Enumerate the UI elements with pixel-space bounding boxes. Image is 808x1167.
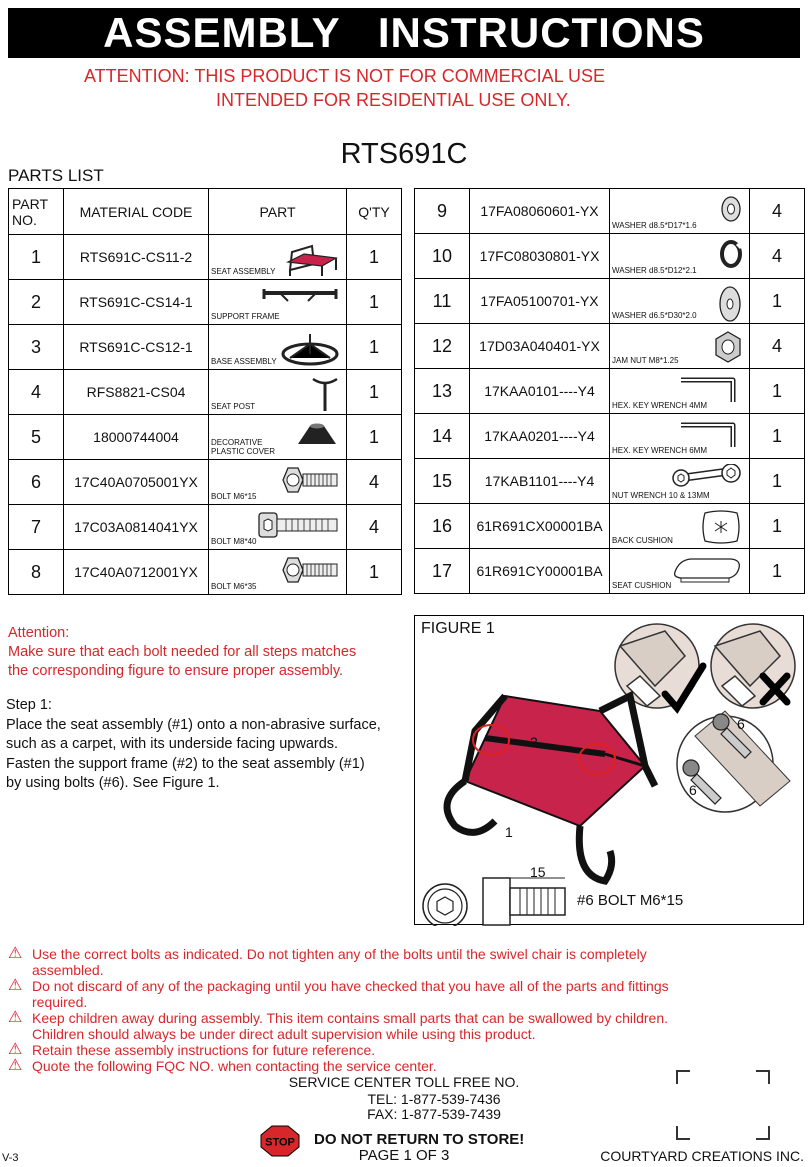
attention-line-2: INTENDED FOR RESIDENTIAL USE ONLY.	[216, 90, 571, 110]
warning-line: Use the correct bolts as indicated. Do not tighten any of the bolts until the swivel chair is completely	[32, 946, 647, 962]
part-name: SEAT ASSEMBLY	[211, 267, 276, 277]
fqc-corner	[756, 1126, 770, 1140]
attention-heading: Attention:	[8, 625, 70, 641]
part-qty: 1	[347, 280, 402, 325]
step-line: Place the seat assembly (#1) onto a non-abrasive surface,	[6, 716, 381, 733]
warning-line: Keep children away during assembly. This item contains small parts that can be swallowed by children.	[32, 1010, 669, 1026]
part-cell	[209, 415, 347, 460]
material-code: 17C03A0814041YX	[64, 505, 209, 550]
dimension-label: 15	[530, 864, 546, 880]
figure-illustration	[415, 616, 805, 926]
part-qty: 4	[750, 324, 805, 369]
part-name: HEX. KEY WRENCH 4MM	[612, 401, 707, 411]
part-qty: 1	[347, 550, 402, 595]
step-1	[6, 696, 416, 794]
material-code: RTS691C-CS14-1	[64, 280, 209, 325]
material-code: 18000744004	[64, 415, 209, 460]
part-qty: 1	[750, 414, 805, 459]
table-row	[415, 279, 805, 324]
figure-label: FIGURE 1	[421, 620, 495, 637]
table-row	[415, 459, 805, 504]
svg-text:STOP: STOP	[265, 1136, 295, 1149]
fqc-corner	[676, 1126, 690, 1140]
service-tel: TEL: 1-877-539-7436	[367, 1091, 501, 1107]
attention-line: the corresponding figure to ensure proper assembly.	[8, 663, 344, 679]
table-row	[9, 460, 402, 505]
part-number: 17	[415, 549, 470, 594]
page-title: ASSEMBLY INSTRUCTIONS	[8, 8, 800, 58]
table-row	[415, 504, 805, 549]
part-cell	[610, 504, 750, 549]
part-number: 14	[415, 414, 470, 459]
version: V-3	[2, 1152, 19, 1164]
material-code: RFS8821-CS04	[64, 370, 209, 415]
warning-triangle-icon: ⚠	[8, 977, 23, 994]
part-cell	[209, 235, 347, 280]
part-name: HEX. KEY WRENCH 6MM	[612, 446, 707, 456]
part-number: 7	[9, 505, 64, 550]
header-material-code: MATERIAL CODE	[64, 189, 209, 235]
part-cell	[209, 460, 347, 505]
callout-6a: 6	[737, 716, 745, 732]
callout-6b: 6	[689, 782, 697, 798]
material-code: RTS691C-CS11-2	[64, 235, 209, 280]
table-row	[9, 325, 402, 370]
warning-triangle-icon: ⚠	[8, 1057, 23, 1074]
part-qty: 1	[750, 549, 805, 594]
attention-line-1: ATTENTION: THIS PRODUCT IS NOT FOR COMMERCIAL USE	[84, 66, 606, 86]
attention-line: Make sure that each bolt needed for all steps matches	[8, 644, 357, 660]
part-qty: 1	[750, 369, 805, 414]
part-name: BACK CUSHION	[612, 536, 673, 546]
table-row	[415, 234, 805, 279]
parts-table-right	[414, 188, 805, 594]
part-qty: 4	[347, 505, 402, 550]
warning-triangle-icon: ⚠	[8, 1009, 23, 1026]
part-number: 11	[415, 279, 470, 324]
part-name: SEAT POST	[211, 402, 256, 412]
part-qty: 1	[750, 504, 805, 549]
part-number: 2	[9, 280, 64, 325]
part-name: SEAT CUSHION	[612, 581, 672, 591]
part-name: SUPPORT FRAME	[211, 312, 280, 322]
part-qty: 4	[750, 234, 805, 279]
warning-item	[8, 946, 798, 978]
material-code: 17C40A0712001YX	[64, 550, 209, 595]
part-qty: 1	[347, 235, 402, 280]
fqc-corner	[756, 1070, 770, 1084]
material-code: 17KAA0101----Y4	[470, 369, 610, 414]
part-qty: 4	[347, 460, 402, 505]
fqc-corner	[676, 1070, 690, 1084]
table-row	[415, 369, 805, 414]
part-name: BOLT M6*35	[211, 582, 257, 592]
step-line: by using bolts (#6). See Figure 1.	[6, 775, 220, 791]
warning-item	[8, 1042, 798, 1058]
part-cell	[209, 280, 347, 325]
part-qty: 1	[347, 370, 402, 415]
header-qty: Q'TY	[347, 189, 402, 235]
part-name: WASHER d8.5*D17*1.6	[612, 221, 697, 231]
part-qty: 1	[750, 459, 805, 504]
table-row	[9, 370, 402, 415]
part-name: WASHER d8.5*D12*2.1	[612, 266, 697, 276]
part-cell	[209, 505, 347, 550]
part-cell	[610, 369, 750, 414]
part-name: DECORATIVE PLASTIC COVER	[211, 438, 276, 457]
table-row	[415, 189, 805, 234]
part-qty: 4	[750, 189, 805, 234]
no-return-notice: DO NOT RETURN TO STORE!	[314, 1131, 525, 1148]
part-number: 16	[415, 504, 470, 549]
warning-line: Children should always be under direct adult supervision while using this product.	[32, 1026, 536, 1042]
warning-line: required.	[32, 994, 88, 1010]
part-cell	[610, 414, 750, 459]
step-line: such as a carpet, with its underside facing upwards.	[6, 736, 339, 752]
part-name: NUT WRENCH 10 & 13MM	[612, 491, 710, 501]
service-fax: FAX: 1-877-539-7439	[367, 1106, 501, 1122]
material-code: 17FA08060601-YX	[470, 189, 610, 234]
material-code: 17C40A0705001YX	[64, 460, 209, 505]
part-qty: 1	[347, 325, 402, 370]
part-cell	[610, 549, 750, 594]
part-cell	[610, 189, 750, 234]
material-code: 17D03A040401-YX	[470, 324, 610, 369]
bolt-label: #6 BOLT M6*15	[577, 892, 684, 909]
part-number: 5	[9, 415, 64, 460]
warning-triangle-icon: ⚠	[8, 945, 23, 962]
material-code: 61R691CX00001BA	[470, 504, 610, 549]
table-row	[9, 505, 402, 550]
part-qty: 1	[750, 279, 805, 324]
material-code: RTS691C-CS12-1	[64, 325, 209, 370]
table-row	[415, 324, 805, 369]
parts-table-left	[8, 188, 402, 595]
part-number: 8	[9, 550, 64, 595]
material-code: 61R691CY00001BA	[470, 549, 610, 594]
table-row	[9, 550, 402, 595]
table-row	[415, 549, 805, 594]
warning-line: Retain these assembly instructions for future reference.	[32, 1042, 376, 1058]
part-number: 15	[415, 459, 470, 504]
material-code: 17KAA0201----Y4	[470, 414, 610, 459]
part-name: BOLT M8*40	[211, 537, 257, 547]
table-row	[9, 415, 402, 460]
page-number: PAGE 1 OF 3	[358, 1147, 450, 1164]
step-heading: Step 1:	[6, 697, 52, 713]
table-row	[415, 414, 805, 459]
material-code: 17FC08030801-YX	[470, 234, 610, 279]
warning-line: Quote the following FQC NO. when contacting the service center.	[32, 1058, 437, 1074]
assembly-attention	[8, 624, 408, 681]
part-qty: 1	[347, 415, 402, 460]
part-number: 12	[415, 324, 470, 369]
header-part: PART	[209, 189, 347, 235]
callout-1: 1	[505, 824, 513, 840]
header-part-no: PART NO.	[9, 189, 64, 235]
company-name: COURTYARD CREATIONS INC.	[600, 1148, 804, 1164]
warning-line: Do not discard of any of the packaging until you have checked that you have all of the parts and fittings	[32, 978, 669, 994]
model-number: RTS691C	[340, 138, 468, 170]
material-code: 17FA05100701-YX	[470, 279, 610, 324]
part-number: 13	[415, 369, 470, 414]
part-cell	[209, 550, 347, 595]
warning-line: assembled.	[32, 962, 104, 978]
warning-item	[8, 1010, 798, 1042]
part-cell	[610, 459, 750, 504]
parts-list-label: PARTS LIST	[8, 166, 104, 185]
part-number: 1	[9, 235, 64, 280]
part-name: BOLT M6*15	[211, 492, 257, 502]
warning-item	[8, 978, 798, 1010]
part-number: 6	[9, 460, 64, 505]
table-row	[9, 280, 402, 325]
part-number: 3	[9, 325, 64, 370]
material-code: 17KAB1101----Y4	[470, 459, 610, 504]
figure-1	[414, 615, 804, 925]
part-number: 4	[9, 370, 64, 415]
callout-2: 2	[530, 734, 538, 750]
warning-triangle-icon: ⚠	[8, 1041, 23, 1058]
part-cell	[209, 370, 347, 415]
part-cell	[610, 234, 750, 279]
step-line: Fasten the support frame (#2) to the seat assembly (#1)	[6, 755, 365, 772]
part-number: 9	[415, 189, 470, 234]
part-name: JAM NUT M8*1.25	[612, 356, 679, 366]
part-name: WASHER d6.5*D30*2.0	[612, 311, 697, 321]
table-row	[9, 235, 402, 280]
part-cell	[610, 279, 750, 324]
part-cell	[209, 325, 347, 370]
warnings-list	[8, 946, 798, 1074]
service-center: SERVICE CENTER TOLL FREE NO.	[288, 1074, 520, 1090]
part-cell	[610, 324, 750, 369]
part-number: 10	[415, 234, 470, 279]
part-name: BASE ASSEMBLY	[211, 357, 277, 367]
